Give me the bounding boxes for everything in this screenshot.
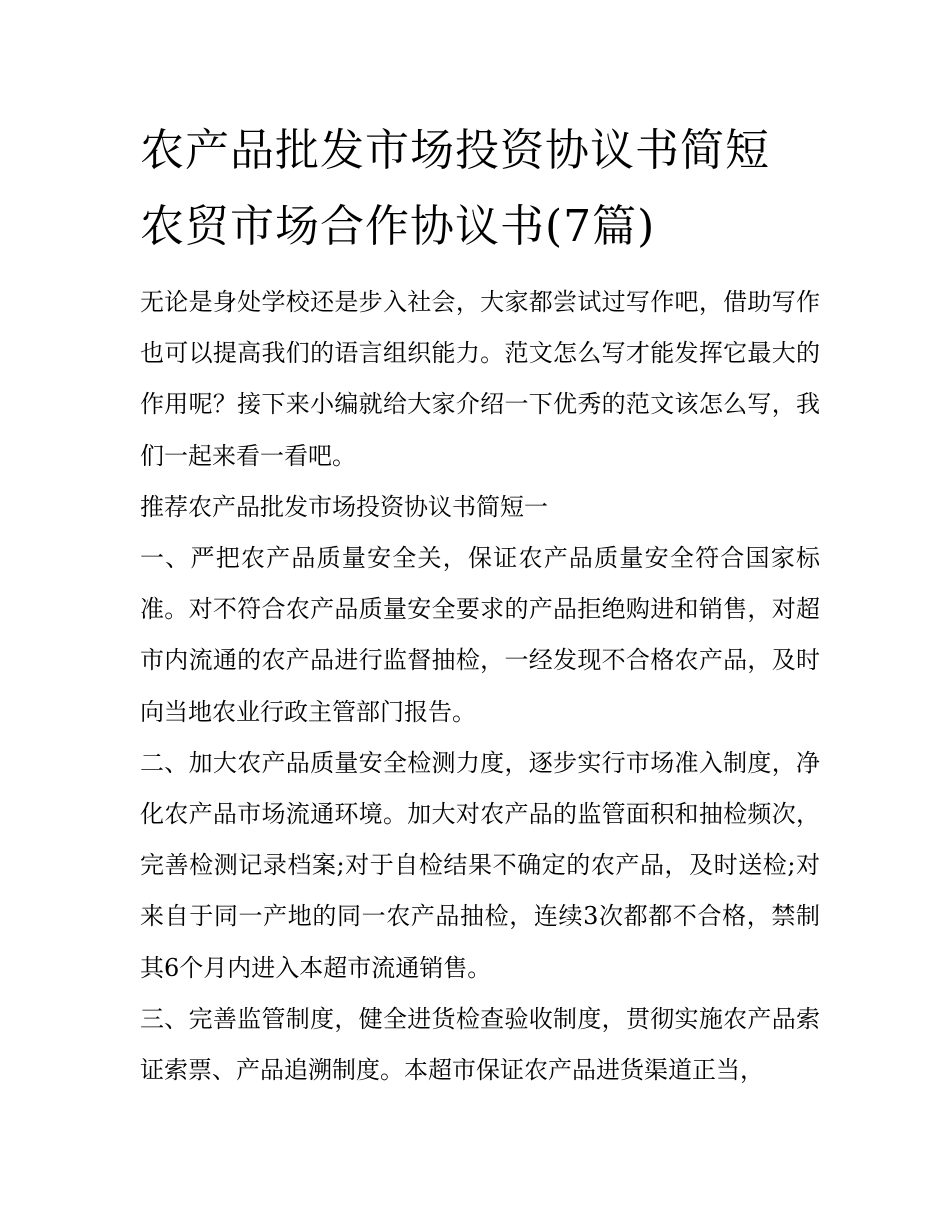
clause-paragraph-3: 三、完善监管制度，健全进货检查验收制度，贯彻实施农产品索证索票、产品追溯制度。本超市保证农产品进货渠道正当，: [140, 1004, 820, 1085]
document-body: [140, 277, 820, 1096]
intro-paragraph: 无论是身处学校还是步入社会，大家都尝试过写作吧，借助写作也可以提高我们的语言组织能力。范文怎么写才能发挥它最大的作用呢？接下来小编就给大家介绍一下优秀的范文该怎么写，我们一起来看一看吧。: [140, 288, 820, 470]
clause-paragraph-1: 一、严把农产品质量安全关，保证农产品质量安全符合国家标准。对不符合农产品质量安全要求的产品拒绝购进和销售，对超市内流通的农产品进行监督抽检，一经发现不合格农产品，及时向当地农业行政主管部门报告。: [140, 544, 820, 726]
section-heading: 推荐农产品批发市场投资协议书简短一: [140, 492, 548, 521]
document-title: 农产品批发市场投资协议书简短 农贸市场合作协议书(7篇): [140, 125, 770, 252]
clause-paragraph-2: 二、加大农产品质量安全检测力度，逐步实行市场准入制度，净化农产品市场流通环境。加大对农产品的监管面积和抽检频次，完善检测记录档案;对于自检结果不确定的农产品，及时送检;对来自于同一产地的同一农产品抽检，连续3次都都不合格，禁制其6个月内进入本超市流通销售。: [140, 748, 820, 982]
